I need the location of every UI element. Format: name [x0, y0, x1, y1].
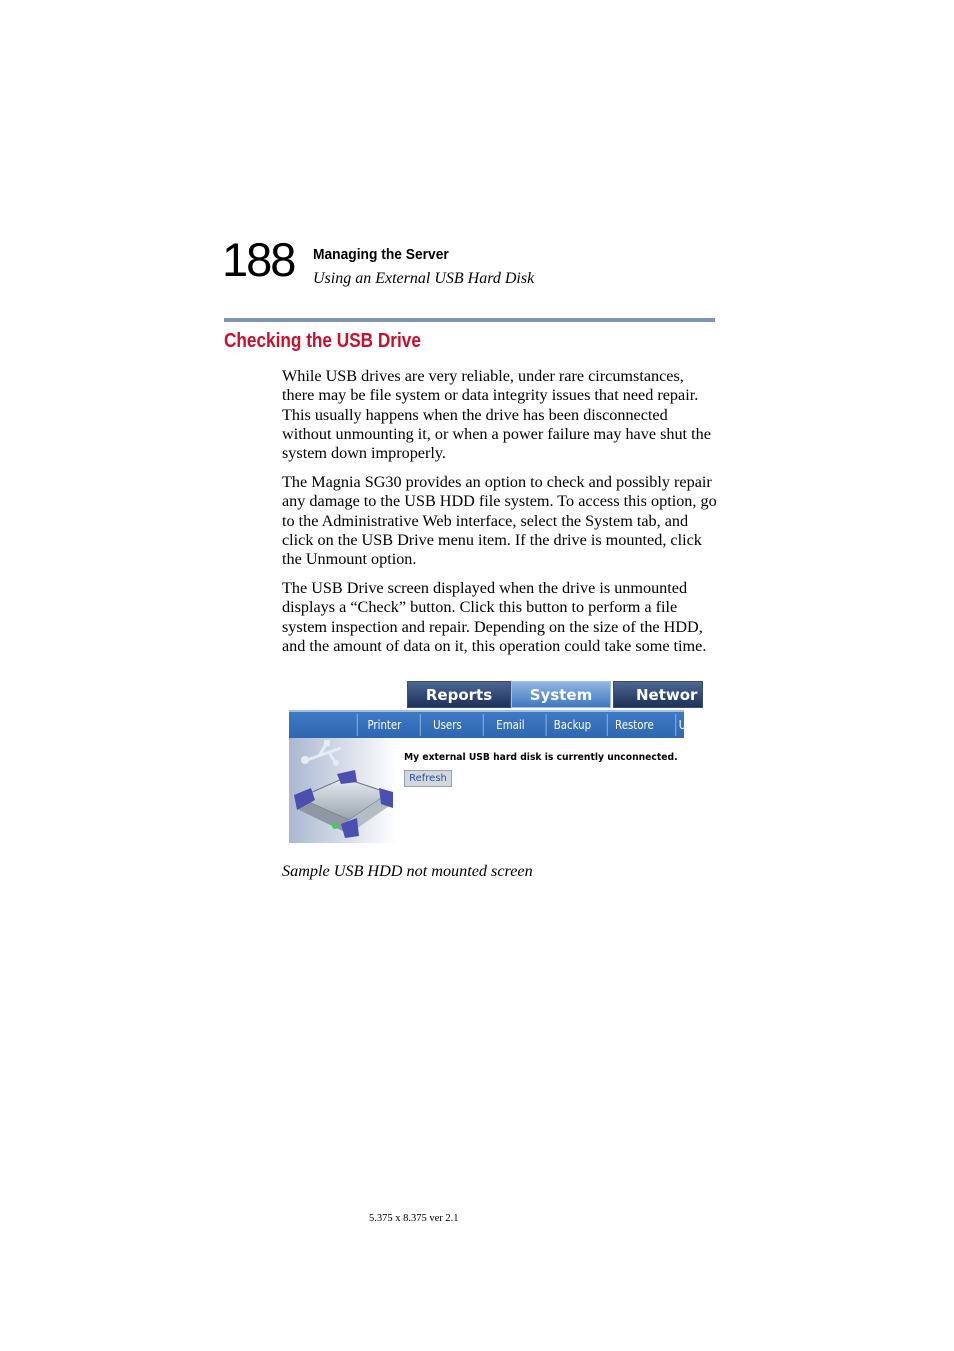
tab-bar	[289, 680, 698, 710]
usb-hard-disk-icon	[289, 738, 397, 843]
section-heading: Checking the USB Drive	[224, 330, 421, 352]
chapter-title: Managing the Server	[313, 246, 449, 263]
menu-item-users[interactable]: Users	[420, 714, 474, 736]
menu-bar	[289, 710, 687, 738]
content-area	[289, 738, 684, 843]
page-number: 188	[222, 233, 295, 286]
paragraph-3: The USB Drive screen displayed when the drive is unmounted displays a “Check” button. Click this button to perform a file system inspection and repair. Depending on the size of the HDD, and the amount of data on it, this operation could take some time.	[282, 579, 707, 655]
page-footer: 5.375 x 8.375 ver 2.1	[369, 1213, 459, 1224]
paragraph-1: While USB drives are very reliable, under rare circumstances, there may be file system or data integrity issues that need repair. This usually happens when the drive has been disconnected without unmounting it, or when a power failure may have shut the system down improperly.	[282, 367, 711, 463]
usb-drive-screenshot	[289, 680, 698, 843]
menu-item-restore[interactable]: Restore	[607, 714, 661, 736]
section-subtitle: Using an External USB Hard Disk	[313, 270, 535, 287]
refresh-button[interactable]: Refresh	[404, 770, 452, 787]
tab-reports[interactable]: Reports	[407, 681, 511, 708]
menu-item-backup[interactable]: Backup	[546, 714, 599, 736]
menu-item-email[interactable]: Email	[483, 714, 537, 736]
paragraph-2: The Magnia SG30 provides an option to check and possibly repair any damage to the USB HDD file system. To access this option, go to the Administrative Web interface, select the System tab, and click on the USB Drive menu item. If the drive is mounted, click the Unmount option.	[282, 473, 717, 569]
tab-network[interactable]: Networ	[613, 681, 703, 708]
menu-item-printer[interactable]: Printer	[357, 714, 411, 736]
tab-system[interactable]: System	[511, 681, 611, 708]
figure-caption: Sample USB HDD not mounted screen	[282, 862, 533, 880]
section-divider	[224, 318, 715, 322]
status-message: My external USB hard disk is currently unconnected.	[404, 752, 678, 763]
menu-item-usb-drive[interactable]: U	[675, 714, 690, 736]
